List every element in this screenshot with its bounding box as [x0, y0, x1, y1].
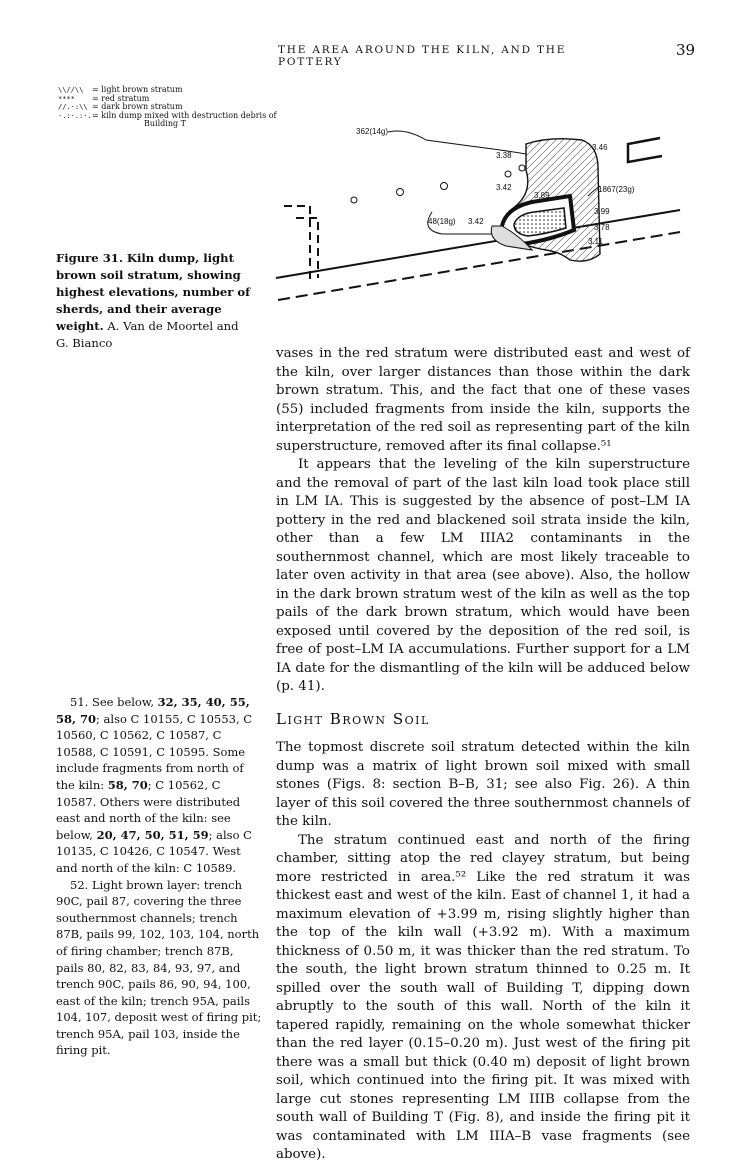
dashed-wall-left-inner: [296, 218, 318, 278]
elevation-label: 3.42: [468, 217, 484, 226]
footnote-text: ; C 10562, C 10587. Others were distributed east and north of the kiln: see below,: [56, 777, 241, 842]
elevation-label: 3.42: [496, 183, 512, 192]
paragraph: The stratum continued east and north of the firing chamber, sitting atop the red clayey stratum, but being more restricted in area.⁵² Like the red stratum it was thickest east and west of the kiln. East of channel 1, it had a maximum elevation of +3.99 m, rising slightly higher than the top of the kiln wall (+3.92 m). With a maximum thickness of 0.50 m, it was thicker than the red stratum. To the south, the light brown stratum thinned to 0.25 m. It spilled over the south wall of Building T, dipping down abruptly to the south of this wall. North of the kiln it tapered rapidly, remaining on the whole somewhat thicker than the red layer (0.15–0.20 m). Just west of the firing pit there was a small but thick (0.40 m) deposit of light brown soil, which continued into the firing pit. It was mixed with large cut stones representing LM IIIB collapse from the south wall of Building T (Fig. 8), and inside the firing pit it was contaminated with LM IIIA–B vase fragments (see above).: [276, 832, 690, 1162]
kiln-dump-plan-figure: [270, 118, 690, 316]
figure-caption: [56, 250, 252, 352]
elevation-label: 3.78: [594, 223, 610, 232]
stone-marker: [519, 165, 525, 171]
footnote-text: ; also C 10135, C 10426, C 10547. West and north of the kiln: C 10589.: [56, 827, 252, 875]
caption-title: Figure 31. Kiln dump, light brown soil stratum, showing highest elevations, number of sherds, and their average weight.: [56, 251, 251, 333]
footnote-text: ; also C 10155, C 10553, C 10560, C 10562, C 10587, C 10588, C 10591, C 10595. Some include fragments from north of the kiln:: [56, 711, 253, 792]
label-right-sherds: 1867(23g): [598, 185, 635, 194]
legend-symbol-dark-brown: //.·:\\: [58, 103, 88, 112]
running-header: THE AREA AROUND THE KILN, AND THE POTTERY: [278, 44, 567, 68]
paragraph: It appears that the leveling of the kiln superstructure and the removal of part of the last kiln load took place still in LM IA. This is suggested by the absence of post–LM IA pottery in the red and blackened soil strata inside the kiln, other than a few LM IIIA2 contaminants in the southernmost channel, which are most likely traceable to later oven activity in that area (see above). Also, the hollow in the dark brown stratum west of the kiln as well as the top pails of the dark brown stratum, which would have been exposed until covered by the deposition of the red soil, is free of post–LM IA accumulations. Further support for a LM IA date for the dismantling of the kiln will be adduced below (p. 41).: [276, 457, 690, 694]
section-heading: Light Brown Soil: [276, 709, 430, 728]
wall-top-right: [628, 138, 662, 162]
legend-label: = kiln dump mixed with destruction debris of: [92, 110, 277, 120]
stone-marker: [351, 197, 357, 203]
stone-marker: [441, 183, 448, 190]
footnotes: [56, 694, 262, 1059]
footnote-text: 51. See below,: [70, 695, 158, 709]
paragraph: vases in the red stratum were distributed east and west of the kiln, over larger distances than those within the dark brown stratum. This, and the fact that one of these vases (55) included fragments from inside the kiln, supports the interpretation of the red soil as representing part of the kiln superstructure, removed after its final collapse.⁵¹: [276, 346, 690, 454]
label-top-sherds: 362(14g): [356, 127, 389, 136]
legend-label: = red stratum: [92, 93, 150, 103]
stone-marker: [397, 189, 404, 196]
main-text-column: [276, 345, 690, 1165]
page-number: 39: [676, 41, 696, 59]
footnote-52: 52. Light brown layer: trench 90C, pail 87, covering the three southernmost channels; trench 87B, pails 99, 102, 103, 104, north of firing chamber; trench 87B, pails 80, 82, 83, 84, 93, 97, and trench 90C, pails 86, 90, 94, 100, east of the kiln; trench 95A, pails 104, 107, deposit west of firing pit; trench 95A, pail 103, inside the firing pit.: [56, 877, 262, 1058]
elevation-label: 3.99: [594, 207, 610, 216]
paragraph: The topmost discrete soil stratum detected within the kiln dump was a matrix of light brown soil mixed with small stones (Figs. 8: section B–B, 31; see also Fig. 26). A thin layer of this soil covered the three southernmost channels of the kiln.: [276, 740, 690, 829]
legend-symbol-kiln-dump: ·.:·.:·.: [58, 111, 92, 120]
elevation-label: 3.46: [592, 143, 608, 152]
label-left-sherds: 48(18g): [428, 217, 456, 226]
elevation-label: 3.11: [588, 237, 603, 246]
legend-label: = light brown stratum: [92, 85, 183, 94]
legend-symbol-light-brown: \\//\\: [58, 86, 84, 94]
catalog-numbers: 32, 35, 40, 55, 58, 70: [56, 695, 250, 726]
caption-credit: A. Van de Moortel and G. Bianco: [56, 319, 239, 350]
footnote-51: [56, 694, 262, 877]
elevation-label: 3.89: [534, 191, 550, 200]
legend-symbol-red: ****: [58, 94, 75, 103]
catalog-numbers: 20, 47, 50, 51, 59: [96, 827, 209, 842]
figure-legend: [58, 86, 278, 129]
catalog-numbers: 58, 70: [107, 777, 148, 792]
wall-line-lower: [278, 232, 680, 300]
stone-marker: [505, 171, 511, 177]
legend-row: [58, 86, 278, 95]
legend-label: = dark brown stratum: [92, 102, 183, 112]
legend-continuation: Building T: [144, 119, 186, 129]
elevation-label: 3.38: [496, 151, 512, 160]
